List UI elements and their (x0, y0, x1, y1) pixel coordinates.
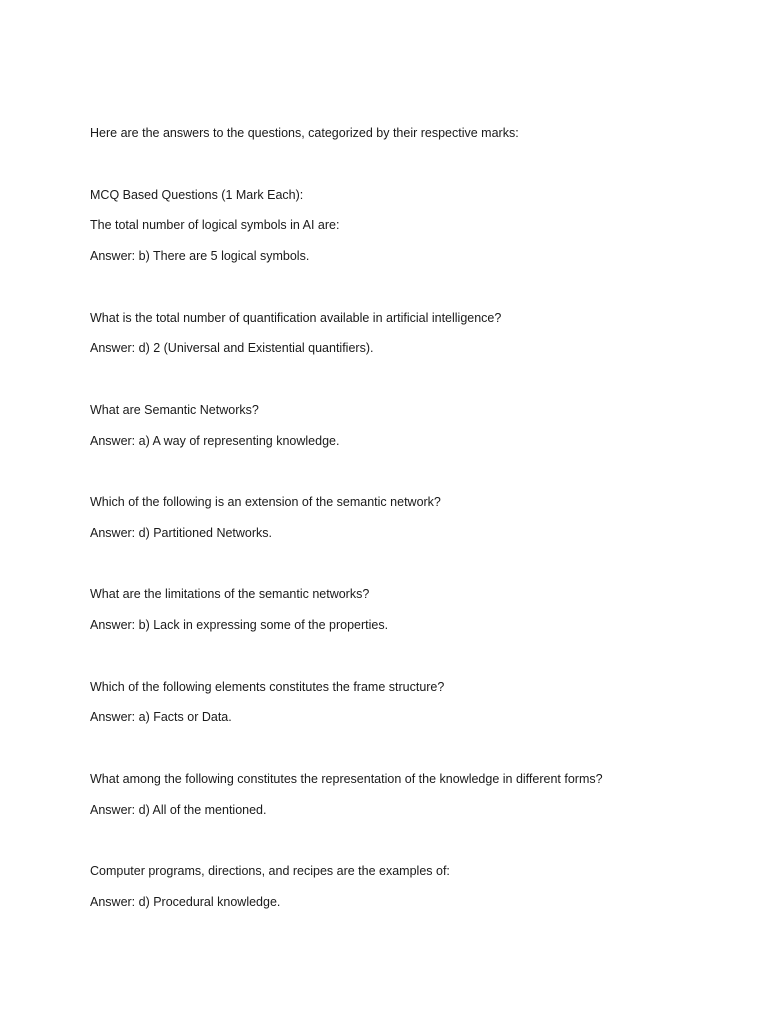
answer-2: Answer: d) 2 (Universal and Existential quantifiers). (90, 341, 374, 355)
question-6: Which of the following elements constitutes the frame structure? (90, 680, 445, 694)
answer-1: Answer: b) There are 5 logical symbols. (90, 249, 310, 263)
question-4: Which of the following is an extension of the semantic network? (90, 495, 441, 509)
question-7: What among the following constitutes the representation of the knowledge in different forms? (90, 772, 603, 786)
question-3: What are Semantic Networks? (90, 403, 259, 417)
answer-4: Answer: d) Partitioned Networks. (90, 526, 273, 540)
answer-5: Answer: b) Lack in expressing some of the properties. (90, 618, 389, 632)
section-heading: MCQ Based Questions (1 Mark Each): (90, 188, 304, 202)
question-5: What are the limitations of the semantic networks? (90, 587, 370, 601)
answer-8: Answer: d) Procedural knowledge. (90, 895, 281, 909)
question-2: What is the total number of quantification available in artificial intelligence? (90, 311, 502, 325)
answer-6: Answer: a) Facts or Data. (90, 710, 232, 724)
question-8: Computer programs, directions, and recipes are the examples of: (90, 864, 450, 878)
intro-paragraph: Here are the answers to the questions, categorized by their respective marks: (90, 126, 519, 140)
answer-3: Answer: a) A way of representing knowledge. (90, 434, 340, 448)
answer-7: Answer: d) All of the mentioned. (90, 803, 267, 817)
question-1: The total number of logical symbols in AI are: (90, 218, 340, 232)
